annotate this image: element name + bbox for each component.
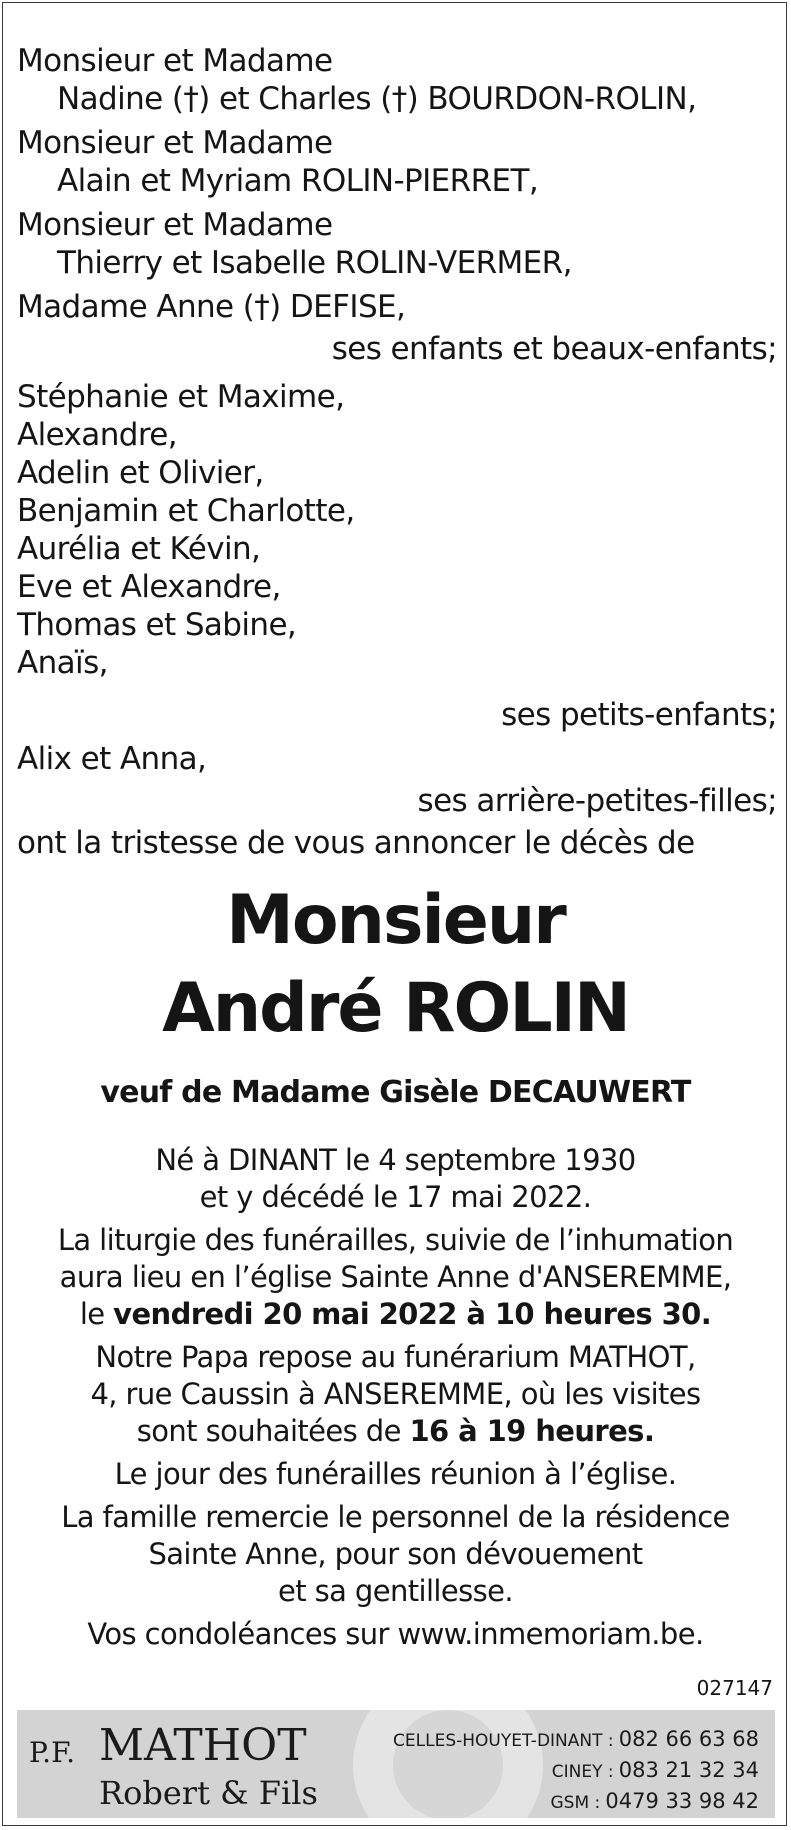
couple2-names: Alain et Myriam ROLIN-PIERRET, (57, 163, 539, 199)
grandchild: Benjamin et Charlotte, (17, 493, 355, 529)
children-label: ses enfants et beaux-enfants; (331, 331, 777, 367)
great-grandchildren-label: ses arrière-petites-filles; (417, 783, 777, 819)
contact-label: CINEY : (551, 1762, 614, 1782)
liturgy-line-1: La liturgie des funérailles, suivie de l’inhumation (57, 1223, 734, 1257)
liturgy-prefix: le (79, 1297, 114, 1331)
grandchild: Thomas et Sabine, (17, 607, 297, 643)
couple1-title: Monsieur et Madame (17, 43, 333, 79)
grandchild: Eve et Alexandre, (17, 569, 281, 605)
contact-label: CELLES-HOUYET-DINANT : (393, 1731, 614, 1751)
contact-row (393, 1724, 759, 1755)
rest-prefix: sont souhaitées de (136, 1414, 410, 1448)
single-name: Madame Anne (†) DEFISE, (17, 289, 406, 325)
details-block (0, 1142, 791, 1653)
rest-line-3 (0, 1413, 791, 1450)
rest-line-1: Notre Papa repose au funérarium MATHOT, (95, 1340, 696, 1374)
grandchild: Anaïs, (17, 645, 108, 681)
meeting-line: Le jour des funérailles réunion à l’église. (114, 1457, 677, 1491)
funeral-home-banner (17, 1710, 775, 1818)
contact-list (393, 1724, 759, 1817)
visit-hours: 16 à 19 heures. (409, 1414, 655, 1448)
liturgy-line-3 (0, 1296, 791, 1333)
contact-row (393, 1755, 759, 1786)
contact-row (393, 1786, 759, 1817)
died-line: et y décédé le 17 mai 2022. (199, 1180, 592, 1214)
announcement: ont la tristesse de vous annoncer le décès de (17, 825, 695, 861)
logo-subtitle: Robert & Fils (99, 1774, 318, 1812)
liturgy-line-2: aura lieu en l’église Sainte Anne d'ANSEREMME, (59, 1260, 732, 1294)
grandchild: Stéphanie et Maxime, (17, 379, 345, 415)
grandchildren-label: ses petits-enfants; (501, 697, 777, 733)
contact-label: GSM : (550, 1793, 601, 1813)
thanks-line-2: Sainte Anne, pour son dévouement (148, 1537, 643, 1571)
couple1-names: Nadine (†) et Charles (†) BOURDON-ROLIN, (57, 81, 697, 117)
couple2-title: Monsieur et Madame (17, 125, 333, 161)
liturgy-datetime: vendredi 20 mai 2022 à 10 heures 30. (113, 1297, 712, 1331)
grandchild: Adelin et Olivier, (17, 455, 264, 491)
deceased-name: André ROLIN (162, 969, 629, 1048)
logo-pf: P.F. (29, 1736, 76, 1769)
grandchild: Alexandre, (17, 417, 178, 453)
logo-name: MATHOT (99, 1720, 307, 1771)
contact-number: 082 66 63 68 (618, 1727, 759, 1751)
condolences-line: Vos condoléances sur www.inmemoriam.be. (87, 1617, 704, 1651)
reference-number: 027147 (696, 1676, 773, 1700)
couple3-names: Thierry et Isabelle ROLIN-VERMER, (57, 245, 572, 281)
deceased-title: Monsieur (226, 881, 565, 960)
couple3-title: Monsieur et Madame (17, 207, 333, 243)
family-list (17, 42, 777, 862)
rest-line-2: 4, rue Caussin à ANSEREMME, où les visites (90, 1377, 701, 1411)
thanks-line-1: La famille remercie le personnel de la résidence (61, 1500, 730, 1534)
grandchild: Aurélia et Kévin, (17, 531, 261, 567)
widow-line: veuf de Madame Gisèle DECAUWERT (100, 1075, 691, 1110)
contact-number: 0479 33 98 42 (605, 1789, 759, 1813)
contact-number: 083 21 32 34 (618, 1758, 759, 1782)
born-line: Né à DINANT le 4 septembre 1930 (155, 1143, 636, 1177)
great-grandchildren: Alix et Anna, (17, 741, 207, 777)
thanks-line-3: et sa gentillesse. (277, 1574, 514, 1608)
